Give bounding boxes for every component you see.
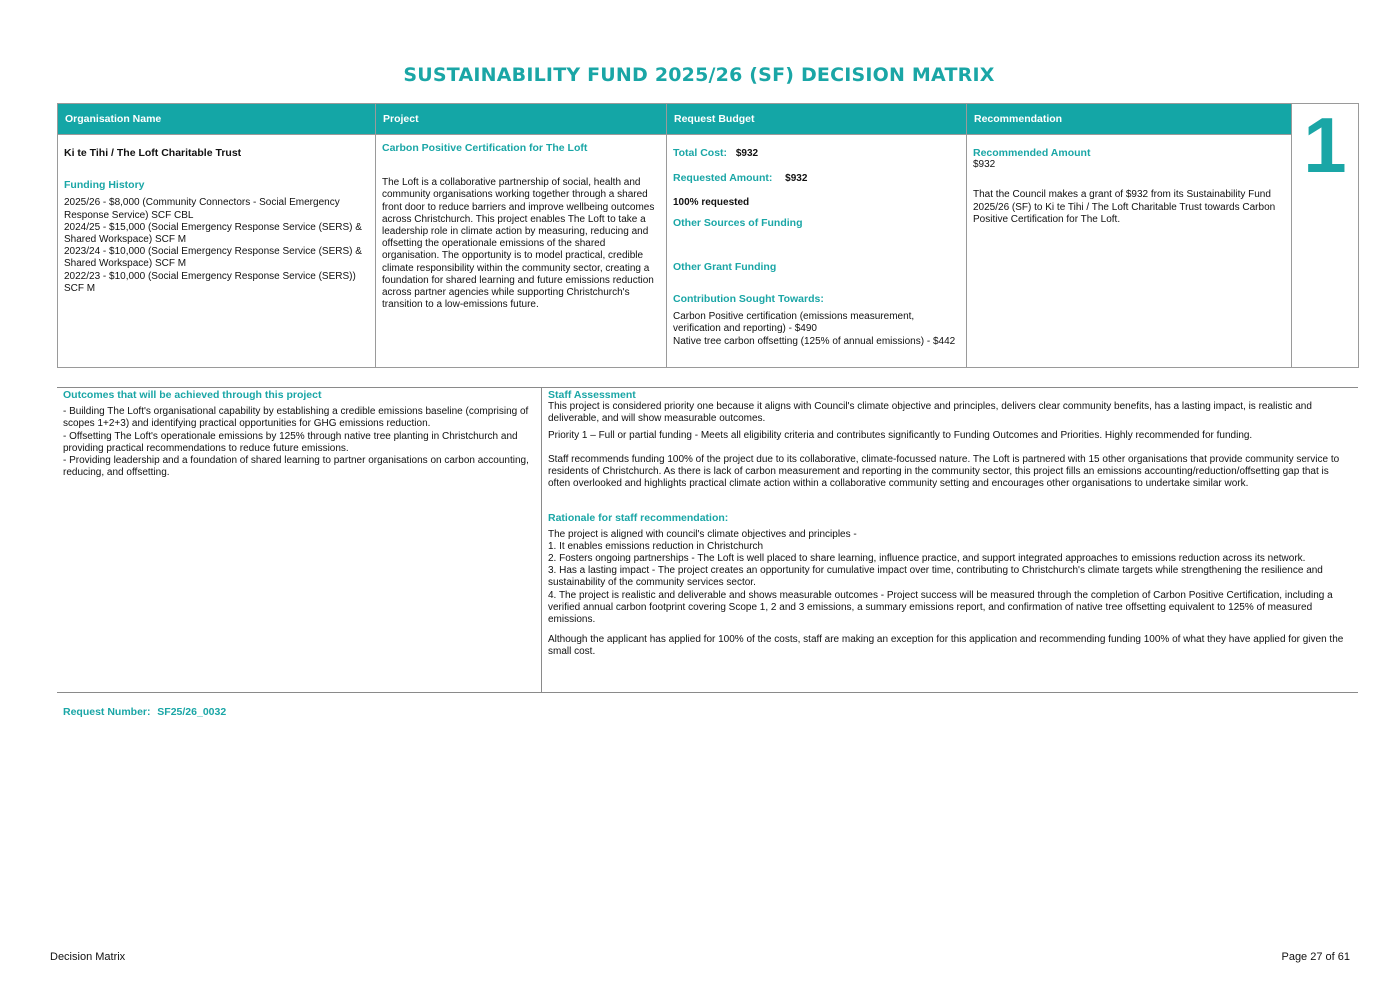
recommended-amount-value: $932 (973, 159, 996, 171)
recommendation-cell (967, 135, 1292, 368)
project-title: Carbon Positive Certification for The Loft (382, 142, 588, 154)
project-cell (376, 135, 667, 368)
other-sources-label: Other Sources of Funding (673, 216, 803, 229)
recommendation-text: That the Council makes a grant of $932 from its Sustainability Fund 2025/26 (SF) to Ki te Tihi / The Loft Charitable Trust towards Carbon Positive Certification for The Loft. (973, 189, 1276, 225)
other-grant-label: Other Grant Funding (673, 260, 777, 273)
outcomes-label: Outcomes that will be achieved through this project (63, 389, 322, 401)
budget-cell (667, 135, 967, 368)
assessment-paragraph: Priority 1 – Full or partial funding - Meets all eligibility criteria and contributes significantly to Funding Outcomes and Priorities. Highly recommended for funding. (548, 429, 1253, 441)
staff-assessment-section (548, 389, 1352, 659)
rationale-intro: The project is aligned with council's climate objectives and principles - (548, 528, 857, 540)
priority-cell (1292, 101, 1359, 368)
assessment-paragraph: This project is considered priority one because it aligns with Council's climate objective and principles, delivers clear community benefits, has a lasting impact, is realistic and deliverable, and will show measurable outcomes. (548, 401, 1312, 425)
rationale-item: 4. The project is realistic and deliverable and shows measurable outcomes - Project success will be measured through the completion of Carbon Positive Certification, including a verified annual carbon footprint covering Scope 1, 2 and 3 emissions, a summary emissions report, and confirmation of native tree offsetting equivalent to 125% of measured emissions. (548, 589, 1333, 626)
organisation-name: Ki te Tihi / The Loft Charitable Trust (64, 147, 242, 159)
recommended-amount-label: Recommended Amount (973, 147, 1091, 159)
request-number-value: SF25/26_0032 (157, 706, 227, 718)
contribution-item: Native tree carbon offsetting (125% of annual emissions) - $442 (673, 335, 956, 347)
total-cost-row (673, 147, 960, 160)
rationale-item: 3. Has a lasting impact - The project creates an opportunity for cumulative impact over time, contributing to Christchurch's climate targets while strengthening the resilience and sustainability of the community services sector. (548, 565, 1323, 589)
header-organisation-name: Organisation Name (58, 104, 376, 135)
outcome-item: - Offsetting The Loft's operationale emissions by 125% through native tree planting in Christchurch and providing practical recommendations to reduce future emissions. (63, 430, 518, 454)
outcomes-section (63, 389, 533, 479)
header-project: Project (376, 104, 667, 135)
contribution-item: Carbon Positive certification (emissions measurement, verification and reporting) - $490 (673, 311, 915, 335)
funding-history-item: 2024/25 - $15,000 (Social Emergency Response Service (SERS) & Shared Workspace) SCF M (64, 221, 362, 246)
footer-left: Decision Matrix (50, 951, 126, 963)
funding-history-item: 2023/24 - $10,000 (Social Emergency Response Service (SERS) & Shared Workspace) SCF M (64, 246, 362, 270)
total-cost-label: Total Cost: (673, 147, 728, 159)
assessment-closing: Although the applicant has applied for 100% of the costs, staff are making an exception for this application and recommending funding 100% of what they have applied for given the small cost. (548, 634, 1344, 658)
outcome-item: - Building The Loft's organisational capability by establishing a credible emissions baseline (comprising of scopes 1+2+3) and identifying practical opportunities for GHG emissions reduction. (63, 406, 529, 430)
rationale-label: Rationale for staff recommendation: (548, 512, 729, 525)
requested-amount-row (673, 172, 960, 185)
funding-history-item: 2025/26 - $8,000 (Community Connectors - Social Emergency Response Service) SCF CBL (64, 197, 340, 221)
requested-amount-label: Requested Amount: (673, 172, 773, 185)
staff-assessment-label: Staff Assessment (548, 389, 636, 401)
percent-requested: 100% requested (673, 197, 750, 209)
total-cost-value: $932 (735, 148, 759, 159)
request-number (63, 706, 226, 719)
priority-number: 1 (1303, 101, 1347, 189)
section-divider (541, 387, 542, 693)
rationale-item: 2. Fosters ongoing partnerships - The Loft is well placed to share learning, influence practice, and support integrated approaches to emissions reduction across its network. (548, 553, 1306, 565)
header-recommendation: Recommendation (967, 104, 1292, 135)
page-title: SUSTAINABILITY FUND 2025/26 (SF) DECISION MATRIX (403, 64, 995, 86)
decision-matrix-table (57, 103, 1359, 368)
funding-history-label: Funding History (64, 179, 145, 192)
request-number-label: Request Number: (63, 706, 151, 718)
section-bottom-rule (57, 692, 1358, 693)
funding-history-item: 2022/23 - $10,000 (Social Emergency Response Service (SERS)) SCF M (64, 270, 356, 294)
organisation-cell (58, 135, 376, 368)
requested-amount-value: $932 (785, 173, 808, 185)
rationale-item: 1. It enables emissions reduction in Christchurch (548, 540, 764, 552)
section-top-rule (57, 387, 1358, 388)
header-request-budget: Request Budget (667, 104, 967, 135)
assessment-paragraph: Staff recommends funding 100% of the project due to its collaborative, climate-focussed nature. The Loft is partnered with 15 other organisations that provide community service to residents of Christchurch. As there is lack of carbon measurement and reporting in the community sector, this project fills an emissions accounting/reduction/offsetting gap that is often overlooked and highlights practical climate action within a collaborative community setting and encourages other organisations to undertake similar work. (548, 453, 1340, 490)
contribution-label: Contribution Sought Towards: (673, 293, 824, 306)
footer-page-number: Page 27 of 61 (1281, 951, 1350, 963)
outcome-item: - Providing leadership and a foundation of shared learning to partner organisations on carbon accounting, reducing, and offsetting. (63, 455, 529, 479)
project-description: The Loft is a collaborative partnership of social, health and community organisations working together through a shared front door to reduce barriers and improve wellbeing outcomes across Christchurch. This project enables The Loft to take a leadership role in climate action by measuring, reducing and offsetting the operationale emissions of the shared organisation. The opportunity is to model practical, credible climate responsibility within the community sector, creating a foundation for shared learning and future emissions reduction across partner agencies while supporting Christchurch's transition to a low-emissions future. (382, 177, 655, 311)
